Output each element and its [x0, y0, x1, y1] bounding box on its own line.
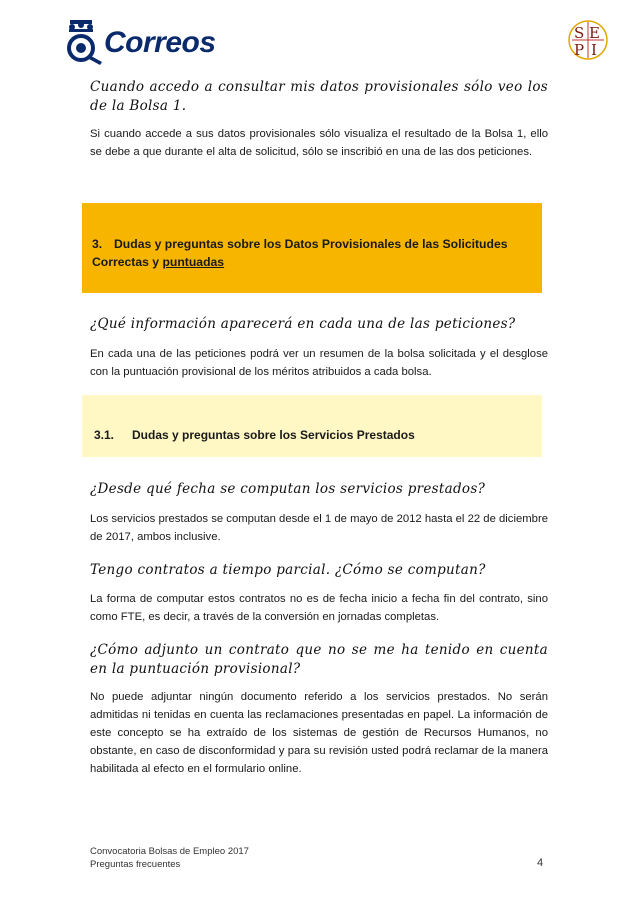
question-tiempo-parcial: Tengo contratos a tiempo parcial. ¿Cómo se computan? [90, 562, 486, 578]
question-informacion: ¿Qué información aparecerá en cada una de las peticiones? [90, 316, 516, 332]
answer-informacion: En cada una de las peticiones podrá ver un resumen de la bolsa solicitada y el desglose con la puntuación provisional de los méritos atribuidos a cada bolsa. [90, 348, 548, 378]
footer-line-1: Convocatoria Bolsas de Empleo 2017 [90, 846, 249, 857]
question-bolsa-1: Cuando accedo a consultar mis datos provisionales sólo veo los de la Bolsa 1. [90, 79, 548, 114]
footer-line-2: Preguntas frecuentes [90, 859, 181, 870]
svg-text:P: P [574, 41, 585, 59]
svg-text:S: S [574, 24, 585, 42]
question-fecha-servicios: ¿Desde qué fecha se computan los servicios prestados? [90, 481, 486, 497]
page-number: 4 [537, 857, 544, 869]
sepi-logo-icon [568, 16, 608, 64]
answer-fecha-servicios: Los servicios prestados se computan desde el 1 de mayo de 2012 hasta el 22 de diciembre de 2017, ambos inclusive. [90, 513, 548, 543]
section-3-1-box [82, 395, 542, 457]
answer-adjuntar-contrato: No puede adjuntar ningún documento referido a los servicios prestados. No serán admitidas ni tenidas en cuenta las reclamaciones presentadas en papel. La información de este concepto se ha extraído de los sistemas de gestión de Recursos Humanos, no obstante, en caso de disconformidad y para su revisión usted podrá reclamar de la manera habilitada al efecto en el formulario online. [90, 691, 548, 775]
section-3-1-title: 3.1. Dudas y preguntas sobre los Servicios Prestados [94, 428, 415, 442]
svg-text:I: I [591, 41, 597, 59]
section-3-box [82, 203, 542, 293]
section-3-underlined-word: puntuadas [162, 255, 225, 269]
footer [90, 845, 249, 871]
section-3-title: 3. Dudas y preguntas sobre los Datos Provisionales de las Solicitudes Correctas y puntuadas [92, 237, 508, 269]
answer-tiempo-parcial: La forma de computar estos contratos no es de fecha inicio a fecha fin del contrato, sino como FTE, es decir, a través de la conversión en jornadas completas. [90, 593, 548, 623]
svg-text:E: E [589, 24, 600, 42]
brand-name: Correos [104, 26, 216, 59]
question-adjuntar-contrato: ¿Cómo adjunto un contrato que no se me ha tenido en cuenta en la puntuación provisional? [90, 642, 548, 677]
answer-bolsa-1: Si cuando accede a sus datos provisionales sólo visualiza el resultado de la Bolsa 1, ello se debe a que durante el alta de solicitud, sólo se inscribió en una de las dos peticiones. [90, 128, 548, 158]
